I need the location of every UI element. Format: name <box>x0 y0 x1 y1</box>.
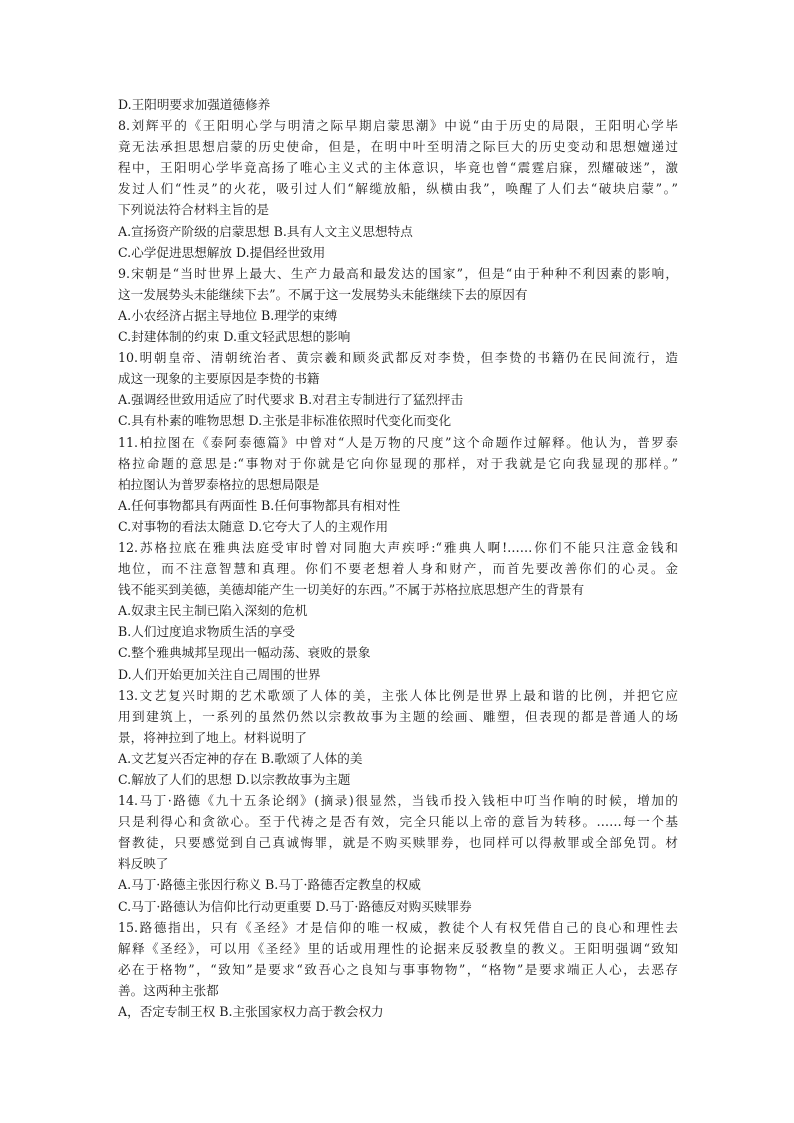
text-line: C.心学促进思想解放 D.提倡经世致用 <box>118 244 326 260</box>
text-line: 竟无法承担思想启蒙的历史使命，但是，在明中叶至明清之际巨大的历史变动和思想嬗递过 <box>118 139 678 155</box>
text-line: C.解放了人们的思想 D.以宗教故事为主题 <box>118 772 351 787</box>
text-line: C.马丁·路德认为信仰比行动更重要 D.马丁·路德反对购买赎罪券 <box>118 898 472 914</box>
text-line: C.具有朴素的唯物思想 D.主张是非标准依照时代变化而变化 <box>118 413 452 429</box>
text-line: 必在于格物”，“致知”是要求“致吾心之良知与事事物物”，“格物”是要求端正人心，去恶存 <box>118 961 678 977</box>
text-line: 解释《圣经》，可以用《圣经》里的话或用理性的论据来反驳教皇的教义。王阳明强调“致知 <box>118 940 678 956</box>
text-line: D.王阳明要求加强道德修养 <box>118 97 271 112</box>
text-line: 柏拉图认为普罗泰格拉的思想局限是 <box>118 476 320 492</box>
text-line: A.马丁·路德主张因行称义 B.马丁·路德否定教皇的权威 <box>118 877 421 893</box>
text-line: 地位，而不注意智慧和真理。你们不要老想着人身和财产，而首先要改善你们的心灵。金 <box>118 561 678 577</box>
text-line: 景，将神拉到了地上。材料说明了 <box>118 729 307 745</box>
document-page <box>118 94 678 1022</box>
text-line: A.任何事物都具有两面性 B.任何事物都具有相对性 <box>118 497 401 513</box>
text-line: 督教徒，只要感觉到自己真诚悔罪，就是不购买赎罪券，也同样可以得赦罪或全部免罚。材 <box>118 835 678 851</box>
text-line: B.人们过度追求物质生活的享受 <box>118 624 295 640</box>
text-line: 10.明朝皇帝、清朝统治者、黄宗羲和顾炎武都反对李贽，但李贽的书籍仍在民间流行，造 <box>118 350 678 366</box>
text-line: A.文艺复兴否定神的存在 B.歌颂了人体的美 <box>118 750 363 766</box>
text-line: 只是利得心和贪欲心。至于代祷之是否有效，完全只能以上帝的意旨为转移。……每一个基 <box>118 814 678 830</box>
text-line: A.宣扬资产阶级的启蒙思想 B.具有人文主义思想特点 <box>118 223 413 239</box>
text-line: 12.苏格拉底在雅典法庭受审时曾对同胞大声疾呼:“雅典人啊!……你们不能只注意金钱和 <box>118 539 678 555</box>
text-line: 料反映了 <box>118 856 169 872</box>
text-line: 下列说法符合材料主旨的是 <box>118 202 270 218</box>
text-line: D.人们开始更加关注自己周围的世界 <box>118 666 321 682</box>
text-line: C.整个雅典城邦呈现出一幅动荡、衰败的景象 <box>118 645 371 661</box>
text-line: C.对事物的看法太随意 D.它夸大了人的主观作用 <box>118 518 389 534</box>
text-line: A.奴隶主民主制已陷入深刻的危机 <box>118 603 308 619</box>
text-line: 9.宋朝是“当时世界上最大、生产力最高和最发达的国家”，但是“由于种种不利因素的影响， <box>118 265 678 281</box>
text-line: 程中，王阳明心学毕竟高扬了唯心主义式的主体意识，毕竟也曾“震霆启寐，烈耀破迷”，激 <box>118 160 678 176</box>
text-line: A，否定专制王权 B.主张国家权力高于教会权力 <box>118 1004 384 1020</box>
text-line: 15.路德指出，只有《圣经》才是信仰的唯一权威，教徒个人有权凭借自己的良心和理性去 <box>118 919 678 935</box>
text-line: 成这一现象的主要原因是李贽的书籍 <box>118 371 320 387</box>
text-line: 用到建筑上，一系列的虽然仍然以宗教故事为主题的绘画、雕塑，但表现的都是普通人的场 <box>118 708 678 724</box>
text-line: 这一发展势头未能继续下去”。不属于这一发展势头未能继续下去的原因有 <box>118 286 528 302</box>
text-line: 13.文艺复兴时期的艺术歌颂了人体的美，主张人体比例是世界上最和谐的比例，并把它应 <box>118 687 678 703</box>
text-line: C.封建体制的约束 D.重文轻武思想的影响 <box>118 329 351 345</box>
text-line: 8.刘辉平的《王阳明心学与明清之际早期启蒙思潮》中说“由于历史的局限，王阳明心学毕 <box>118 118 678 134</box>
text-line: 钱不能买到美德，美德却能产生一切美好的东西。”不属于苏格拉底思想产生的背景有 <box>118 582 585 598</box>
text-line: 格拉命题的意思是:“事物对于你就是它向你显现的那样，对于我就是它向我显现的那样。” <box>118 455 678 471</box>
text-line: A.强调经世致用适应了时代要求 B.对君主专制进行了猛烈抨击 <box>118 392 464 408</box>
text-line: 发过人们“性灵”的火花，吸引过人们“解缆放船，纵横由我”，唤醒了人们去“破块启蒙”。” <box>118 181 678 197</box>
text-line: A.小农经济占据主导地位 B.理学的束缚 <box>118 307 338 323</box>
text-line: 善。这两种主张都 <box>118 982 219 998</box>
text-line: 11.柏拉图在《泰阿泰德篇》中曾对“人是万物的尺度”这个命题作过解释。他认为，普罗泰 <box>118 434 678 450</box>
text-line: 14.马丁·路德《九十五条论纲》(摘录)很显然，当钱币投入钱柜中叮当作响的时候，增加的 <box>118 793 678 809</box>
